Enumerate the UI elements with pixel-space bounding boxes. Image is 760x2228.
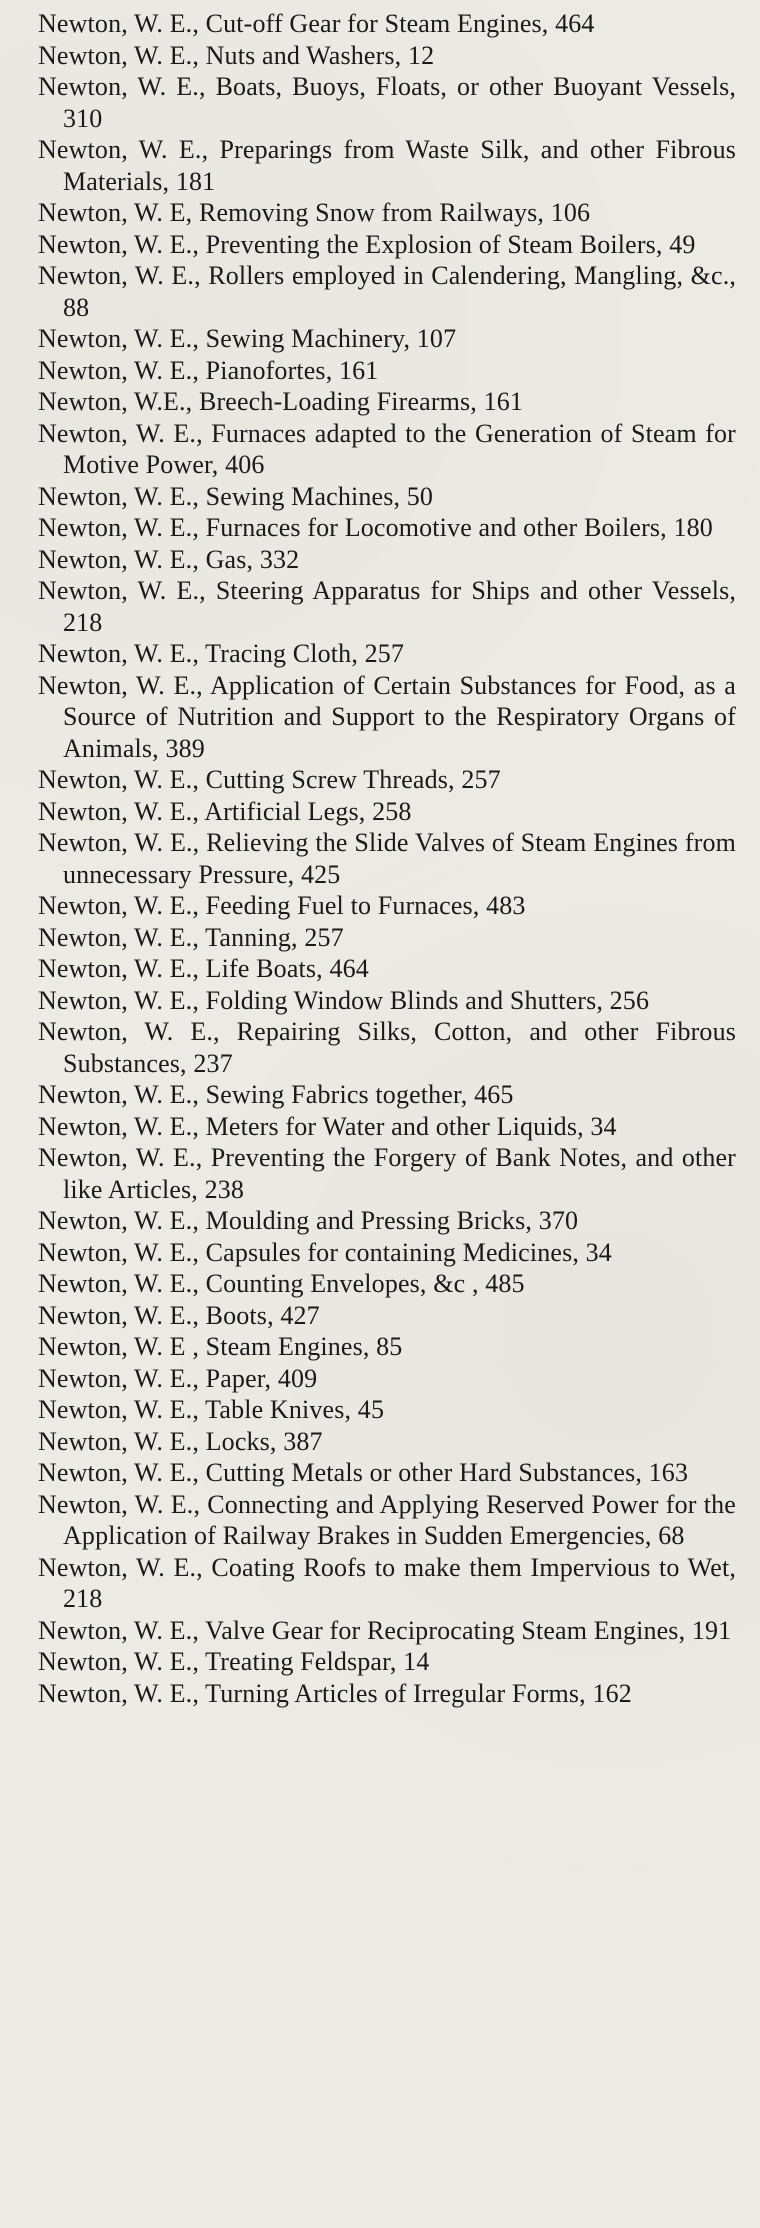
index-entry: Newton, W. E., Tanning, 257 [38, 922, 344, 952]
index-entry: Newton, W. E., Boats, Buoys, Floats, or other Buoyant Vessels, 310 [38, 72, 736, 133]
index-entry: Newton, W. E, Removing Snow from Railways, 106 [38, 198, 591, 227]
index-entry: Newton, W. E., Coating Roofs to make them Impervious to Wet, 218 [38, 1552, 736, 1613]
index-entry: Newton, W. E., Nuts and Washers, 12 [38, 40, 435, 70]
index-entry: Newton, W. E., Paper, 409 [38, 1363, 318, 1393]
index-entry: Newton, W. E., Treating Feldspar, 14 [38, 1647, 430, 1676]
index-entry: Newton, W. E., Furnaces adapted to the Generation of Steam for Motive Power, 406 [38, 418, 736, 479]
index-entry: Newton, W. E., Counting Envelopes, &c , 485 [38, 1269, 525, 1298]
index-entry: Newton, W. E., Moulding and Pressing Bricks, 370 [38, 1206, 579, 1235]
index-entry: Newton, W. E., Preparings from Waste Silk, and other Fibrous Materials, 181 [38, 135, 736, 196]
index-entry: Newton, W. E., Preventing the Explosion of Steam Boilers, 49 [38, 229, 696, 259]
index-entry: Newton, W. E., Furnaces for Locomotive and other Boilers, 180 [38, 513, 713, 542]
index-entry: Newton, W. E., Pianofortes, 161 [38, 355, 379, 385]
index-entry: Newton, W. E., Application of Certain Substances for Food, as a Source of Nutrition and Support to the Respiratory Organs of Animals, 389 [38, 670, 736, 763]
index-entry: Newton, W. E., Locks, 387 [38, 1426, 323, 1456]
index-entry: Newton, W. E., Turning Articles of Irregular Forms, 162 [38, 1678, 632, 1708]
index-entry: Newton, W. E., Boots, 427 [38, 1300, 320, 1330]
index-entry: Newton, W. E , Steam Engines, 85 [38, 1332, 403, 1361]
index-entry: Newton, W. E., Cutting Screw Threads, 257 [38, 765, 501, 794]
index-entry: Newton, W. E., Cut-off Gear for Steam Engines, 464 [38, 9, 595, 38]
index-entry: Newton, W. E., Life Boats, 464 [38, 954, 369, 983]
index-entry: Newton, W. E., Feeding Fuel to Furnaces, 483 [38, 891, 526, 920]
index-entry: Newton, W. E., Rollers employed in Calendering, Mangling, &c., 88 [38, 261, 736, 322]
index-entry: Newton, W. E., Sewing Fabrics together, 465 [38, 1080, 514, 1109]
index-entry: Newton, W. E., Tracing Cloth, 257 [38, 639, 405, 668]
index-entry: Newton, W. E., Sewing Machinery, 107 [38, 324, 457, 353]
index-entry: Newton, W. E., Steering Apparatus for Ships and other Vessels, 218 [38, 576, 736, 637]
index-entry: Newton, W. E., Table Knives, 45 [38, 1395, 385, 1424]
index-entry: Newton, W. E., Connecting and Applying Reserved Power for the Application of Railway Brakes in Sudden Emergencies, 68 [38, 1489, 736, 1550]
index-entry: Newton, W. E., Valve Gear for Reciprocating Steam Engines, 191 [38, 1615, 732, 1645]
index-entry: Newton, W. E., Preventing the Forgery of Bank Notes, and other like Articles, 238 [38, 1143, 736, 1204]
index-entry: Newton, W. E., Meters for Water and other Liquids, 34 [38, 1111, 617, 1141]
index-entry: Newton, W.E., Breech-Loading Firearms, 161 [38, 387, 524, 416]
index-entry: Newton, W. E., Repairing Silks, Cotton, and other Fibrous Substances, 237 [38, 1017, 736, 1078]
index-entry: Newton, W. E., Relieving the Slide Valves of Steam Engines from unnecessary Pressure, 425 [38, 828, 736, 889]
index-entry: Newton, W. E., Sewing Machines, 50 [38, 481, 434, 511]
index-entry: Newton, W. E., Gas, 332 [38, 544, 300, 574]
index-entry: Newton, W. E., Capsules for containing Medicines, 34 [38, 1237, 612, 1267]
index-entry: Newton, W. E., Cutting Metals or other Hard Substances, 163 [38, 1458, 689, 1487]
index-entry: Newton, W. E., Folding Window Blinds and Shutters, 256 [38, 985, 650, 1015]
index-entry: Newton, W. E., Artificial Legs, 258 [38, 796, 412, 826]
